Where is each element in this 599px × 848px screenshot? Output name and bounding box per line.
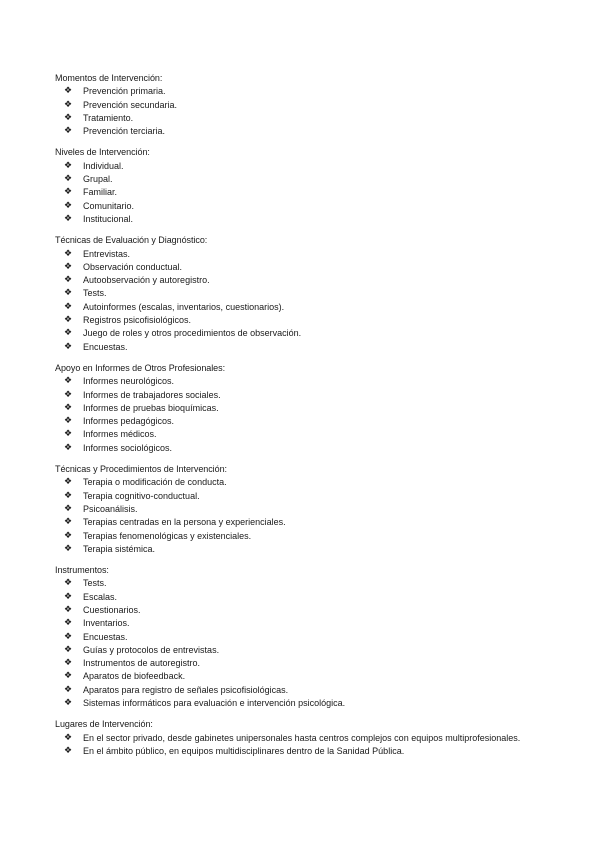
list-item-text: Prevención terciaria. <box>83 126 166 137</box>
list-item-text: Individual. <box>83 160 124 171</box>
list-item <box>55 389 585 402</box>
list-item <box>55 591 585 604</box>
diamond-bullet-icon: ❖ <box>64 328 73 339</box>
list-item <box>55 213 585 226</box>
diamond-bullet-icon: ❖ <box>64 618 73 629</box>
list-item-text: Prevención secundaria. <box>83 99 178 110</box>
section-heading: Técnicas de Evaluación y Diagnóstico: <box>55 235 208 246</box>
list-item-text: Terapias fenomenológicas y existenciales. <box>83 530 252 541</box>
diamond-bullet-icon: ❖ <box>64 389 73 400</box>
list-item-text: Observación conductual. <box>83 261 183 272</box>
diamond-bullet-icon: ❖ <box>64 341 73 352</box>
list-item <box>55 287 585 300</box>
list-item-text: Inventarios. <box>83 618 130 629</box>
list-item-text: Instrumentos de autoregistro. <box>83 658 201 669</box>
list-item <box>55 604 585 617</box>
list-item-text: Prevención primaria. <box>83 86 166 97</box>
list-item <box>55 503 585 516</box>
list-item <box>55 274 585 287</box>
list-item-text: Informes de trabajadores sociales. <box>83 389 221 400</box>
list-item <box>55 428 585 441</box>
diamond-bullet-icon: ❖ <box>64 174 73 185</box>
list-item <box>55 732 585 745</box>
list-item-text: Sistemas informáticos para evaluación e intervención psicológica. <box>83 698 346 709</box>
bullet-list <box>55 160 585 226</box>
list-item-text: En el ámbito público, en equipos multidisciplinares dentro de la Sanidad Pública. <box>83 745 405 756</box>
diamond-bullet-icon: ❖ <box>64 684 73 695</box>
diamond-bullet-icon: ❖ <box>64 86 73 97</box>
list-item <box>55 577 585 590</box>
list-item-text: Tests. <box>83 578 107 589</box>
list-item <box>55 697 585 710</box>
list-item-text: Informes médicos. <box>83 429 157 440</box>
diamond-bullet-icon: ❖ <box>64 745 73 756</box>
list-item-text: Aparatos para registro de señales psicofisiológicas. <box>83 684 289 695</box>
list-item <box>55 442 585 455</box>
list-item-text: Encuestas. <box>83 341 128 352</box>
section <box>55 146 585 226</box>
list-item <box>55 415 585 428</box>
list-item-text: Juego de roles y otros procedimientos de observación. <box>83 328 302 339</box>
list-item-text: Tratamiento. <box>83 112 134 123</box>
list-item <box>55 314 585 327</box>
diamond-bullet-icon: ❖ <box>64 376 73 387</box>
diamond-bullet-icon: ❖ <box>64 187 73 198</box>
list-item <box>55 301 585 314</box>
diamond-bullet-icon: ❖ <box>64 288 73 299</box>
list-item-text: Informes sociológicos. <box>83 442 173 453</box>
list-item <box>55 670 585 683</box>
list-item-text: Aparatos de biofeedback. <box>83 671 186 682</box>
section <box>55 234 585 354</box>
list-item <box>55 173 585 186</box>
diamond-bullet-icon: ❖ <box>64 698 73 709</box>
list-item <box>55 490 585 503</box>
diamond-bullet-icon: ❖ <box>64 261 73 272</box>
bullet-list <box>55 732 585 759</box>
list-item-text: Terapia cognitivo-conductual. <box>83 490 200 501</box>
diamond-bullet-icon: ❖ <box>64 543 73 554</box>
diamond-bullet-icon: ❖ <box>64 671 73 682</box>
bullet-list <box>55 85 585 138</box>
list-item <box>55 745 585 758</box>
diamond-bullet-icon: ❖ <box>64 200 73 211</box>
list-item-text: Registros psicofisiológicos. <box>83 315 192 326</box>
list-item-text: Comunitario. <box>83 200 135 211</box>
list-item-text: Guías y protocolos de entrevistas. <box>83 644 220 655</box>
list-item-text: Terapia sistémica. <box>83 543 156 554</box>
list-item-text: En el sector privado, desde gabinetes unipersonales hasta centros complejos con equipos multiprofesionales. <box>83 732 521 743</box>
diamond-bullet-icon: ❖ <box>64 644 73 655</box>
list-item <box>55 200 585 213</box>
diamond-bullet-icon: ❖ <box>64 591 73 602</box>
list-item <box>55 644 585 657</box>
diamond-bullet-icon: ❖ <box>64 477 73 488</box>
list-item <box>55 375 585 388</box>
list-item <box>55 248 585 261</box>
diamond-bullet-icon: ❖ <box>64 503 73 514</box>
list-item <box>55 99 585 112</box>
list-item <box>55 476 585 489</box>
diamond-bullet-icon: ❖ <box>64 490 73 501</box>
list-item-text: Autoinformes (escalas, inventarios, cuestionarios). <box>83 301 285 312</box>
section-heading: Instrumentos: <box>55 565 109 576</box>
list-item-text: Cuestionarios. <box>83 604 141 615</box>
list-item-text: Familiar. <box>83 187 118 198</box>
list-item <box>55 85 585 98</box>
diamond-bullet-icon: ❖ <box>64 315 73 326</box>
diamond-bullet-icon: ❖ <box>64 275 73 286</box>
section <box>55 564 585 710</box>
bullet-list <box>55 476 585 556</box>
section <box>55 72 585 138</box>
diamond-bullet-icon: ❖ <box>64 126 73 137</box>
list-item <box>55 684 585 697</box>
diamond-bullet-icon: ❖ <box>64 248 73 259</box>
diamond-bullet-icon: ❖ <box>64 112 73 123</box>
section <box>55 362 585 455</box>
section-heading: Lugares de Intervención: <box>55 719 153 730</box>
document-page <box>55 72 585 766</box>
bullet-list <box>55 375 585 455</box>
diamond-bullet-icon: ❖ <box>64 732 73 743</box>
list-item <box>55 327 585 340</box>
diamond-bullet-icon: ❖ <box>64 530 73 541</box>
section <box>55 718 585 758</box>
list-item-text: Grupal. <box>83 174 113 185</box>
list-item-text: Institucional. <box>83 213 134 224</box>
list-item-text: Terapia o modificación de conducta. <box>83 477 227 488</box>
diamond-bullet-icon: ❖ <box>64 160 73 171</box>
bullet-list <box>55 248 585 354</box>
diamond-bullet-icon: ❖ <box>64 402 73 413</box>
list-item <box>55 657 585 670</box>
section-heading: Técnicas y Procedimientos de Intervención: <box>55 464 227 475</box>
list-item-text: Terapias centradas en la persona y experienciales. <box>83 517 286 528</box>
diamond-bullet-icon: ❖ <box>64 517 73 528</box>
list-item <box>55 261 585 274</box>
list-item-text: Tests. <box>83 288 107 299</box>
list-item-text: Autoobservación y autoregistro. <box>83 275 210 286</box>
list-item-text: Escalas. <box>83 591 118 602</box>
list-item <box>55 186 585 199</box>
list-item <box>55 125 585 138</box>
section-heading: Apoyo en Informes de Otros Profesionales: <box>55 362 226 373</box>
list-item <box>55 402 585 415</box>
list-item <box>55 516 585 529</box>
diamond-bullet-icon: ❖ <box>64 416 73 427</box>
list-item-text: Informes neurológicos. <box>83 376 175 387</box>
list-item-text: Encuestas. <box>83 631 128 642</box>
list-item <box>55 530 585 543</box>
section-heading: Niveles de Intervención: <box>55 147 150 158</box>
list-item <box>55 160 585 173</box>
diamond-bullet-icon: ❖ <box>64 658 73 669</box>
diamond-bullet-icon: ❖ <box>64 442 73 453</box>
list-item <box>55 543 585 556</box>
section <box>55 463 585 556</box>
list-item-text: Informes de pruebas bioquímicas. <box>83 402 219 413</box>
list-item-text: Entrevistas. <box>83 248 131 259</box>
bullet-list <box>55 577 585 710</box>
list-item <box>55 341 585 354</box>
diamond-bullet-icon: ❖ <box>64 99 73 110</box>
list-item-text: Psicoanálisis. <box>83 503 138 514</box>
list-item <box>55 631 585 644</box>
diamond-bullet-icon: ❖ <box>64 213 73 224</box>
diamond-bullet-icon: ❖ <box>64 578 73 589</box>
list-item-text: Informes pedagógicos. <box>83 416 175 427</box>
diamond-bullet-icon: ❖ <box>64 631 73 642</box>
diamond-bullet-icon: ❖ <box>64 301 73 312</box>
section-heading: Momentos de Intervención: <box>55 73 163 83</box>
list-item <box>55 617 585 630</box>
diamond-bullet-icon: ❖ <box>64 429 73 440</box>
list-item <box>55 112 585 125</box>
diamond-bullet-icon: ❖ <box>64 604 73 615</box>
